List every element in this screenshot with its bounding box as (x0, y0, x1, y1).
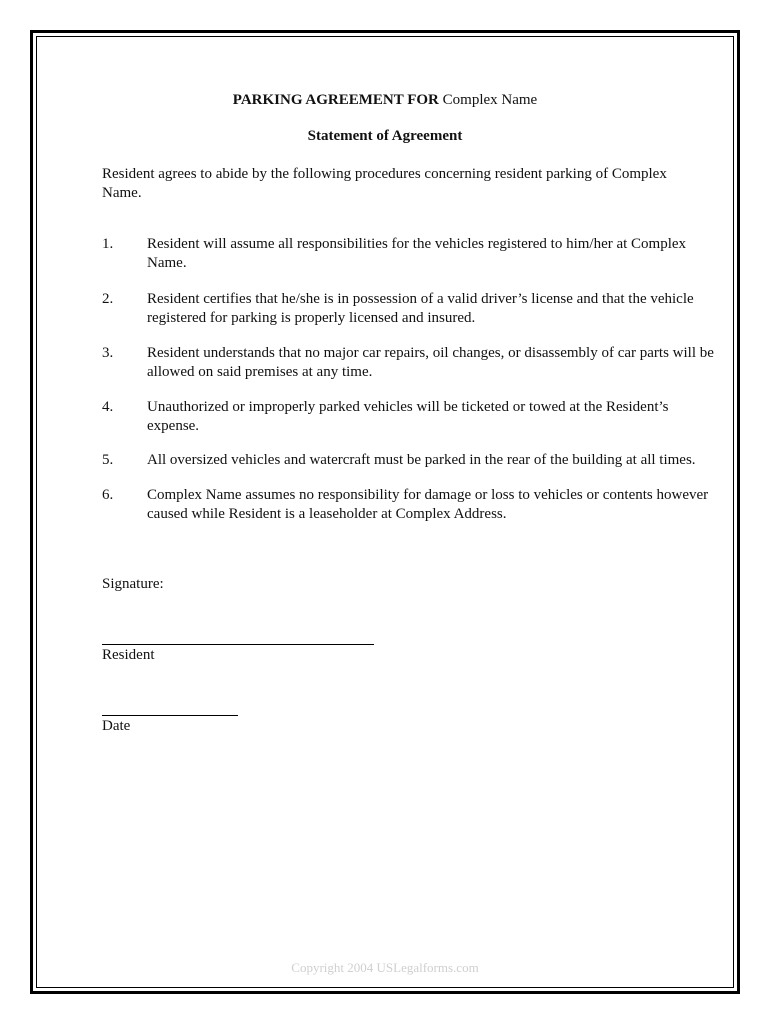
item-number: 1. (102, 236, 114, 252)
list-item (102, 235, 722, 273)
item-text: Complex Name assumes no responsibility for damage or loss to vehicles or contents however caused while Resident is a leaseholder at Complex Address. (147, 487, 709, 522)
list-item (102, 451, 722, 470)
item-text: Resident certifies that he/she is in possession of a valid driver’s license and that the vehicle registered for parking is properly licensed and insured. (147, 291, 694, 326)
list-item (102, 344, 722, 382)
list-item (102, 398, 722, 436)
item-text: All oversized vehicles and watercraft must be parked in the rear of the building at all times. (147, 452, 696, 468)
title-complex-name: Complex Name (438, 92, 538, 108)
date-label: Date (102, 718, 131, 734)
title-bold: PARKING AGREEMENT FOR (232, 92, 439, 108)
item-number: 4. (102, 399, 114, 415)
item-number: 6. (102, 487, 114, 503)
item-number: 3. (102, 345, 114, 361)
item-text: Resident will assume all responsibilities for the vehicles registered to him/her at Complex Name. (147, 236, 687, 271)
date-signature-line[interactable] (102, 715, 238, 716)
item-number: 5. (102, 452, 114, 468)
list-item (102, 290, 722, 328)
list-item (102, 486, 722, 524)
document-title (38, 92, 732, 109)
signature-label: Signature: (102, 576, 164, 592)
intro-paragraph: Resident agrees to abide by the following procedures concerning resident parking of Complex Name. (102, 166, 667, 201)
resident-signature-line[interactable] (102, 644, 374, 645)
item-text: Resident understands that no major car repairs, oil changes, or disassembly of car parts will be allowed on said premises at any time. (147, 345, 714, 380)
item-text: Unauthorized or improperly parked vehicles will be ticketed or towed at the Resident’s expense. (147, 399, 669, 434)
item-number: 2. (102, 291, 114, 307)
copyright-watermark: Copyright 2004 USLegalforms.com (291, 960, 479, 975)
document-page (38, 38, 732, 988)
statement-heading: Statement of Agreement (307, 128, 463, 144)
resident-label: Resident (102, 647, 155, 663)
